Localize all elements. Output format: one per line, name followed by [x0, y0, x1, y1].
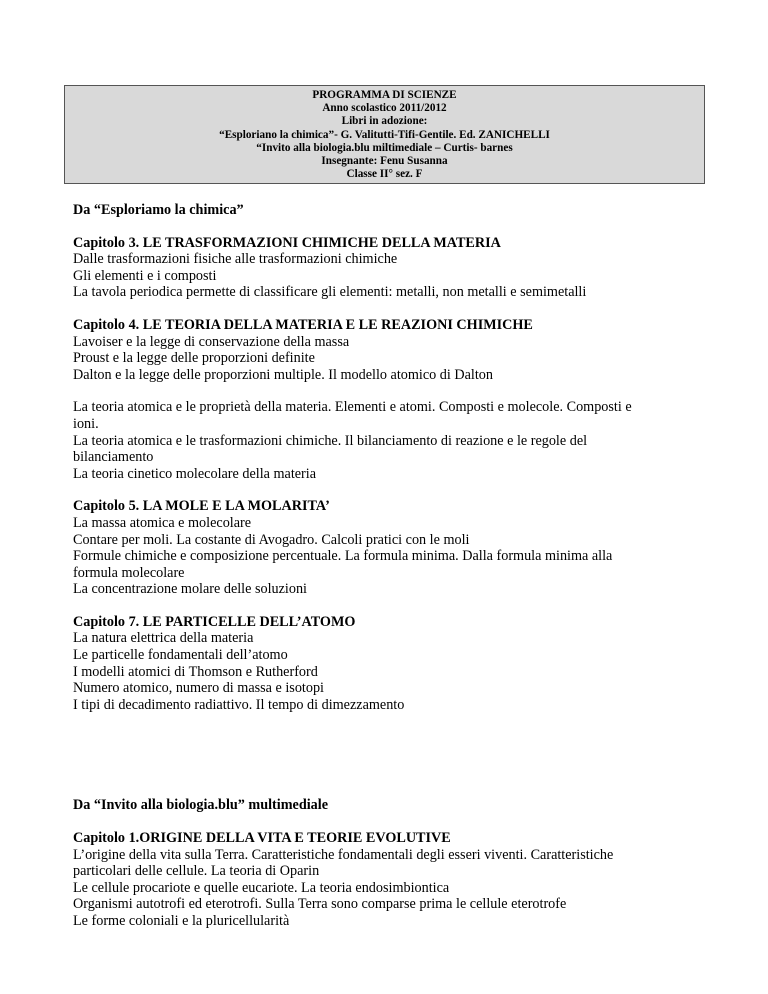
topic-line: La tavola periodica permette di classificare gli elementi: metalli, non metalli e semimetalli: [73, 284, 587, 301]
topic-line: La teoria cinetico molecolare della materia: [73, 465, 317, 482]
book-title-biologia: Da “Invito alla biologia.blu” multimediale: [73, 797, 329, 814]
program-header-box: [64, 85, 705, 184]
topic-line: Lavoiser e la legge di conservazione della massa: [73, 333, 350, 350]
header-line: Insegnante: Fenu Susanna: [321, 155, 448, 168]
header-line: “Invito alla biologia.blu miltimediale – Curtis- barnes: [256, 141, 513, 154]
topic-line: Organismi autotrofi ed eterotrofi. Sulla Terra sono comparse prima le cellule eterotrofe: [73, 896, 567, 913]
program-content: [73, 202, 709, 930]
topic-line: L’origine della vita sulla Terra. Caratteristiche fondamentali degli esseri viventi. Caratteristiche: [73, 846, 614, 863]
topic-line: Le particelle fondamentali dell’atomo: [73, 647, 288, 664]
chapter-title: Capitolo 7. LE PARTICELLE DELL’ATOMO: [73, 613, 356, 630]
header-line: Libri in adozione:: [341, 115, 428, 128]
chapter-4: [73, 317, 709, 482]
chapter-4-paragraph: [73, 399, 709, 482]
chapter-7: [73, 614, 709, 714]
topic-line: Formule chimiche e composizione percentuale. La formula minima. Dalla formula minima alla: [73, 548, 613, 565]
biology-chapter-1: [73, 830, 709, 930]
topic-line: Proust e la legge delle proporzioni definite: [73, 350, 315, 367]
topic-line: I tipi di decadimento radiattivo. Il tempo di dimezzamento: [73, 696, 405, 713]
topic-line: La teoria atomica e le proprietà della materia. Elementi e atomi. Composti e molecole. Composti e: [73, 399, 632, 416]
topic-line: La natura elettrica della materia: [73, 630, 254, 647]
topic-line: Gli elementi e i composti: [73, 267, 217, 284]
chapter-3: [73, 235, 709, 301]
topic-line: ioni.: [73, 415, 99, 432]
topic-line: Contare per moli. La costante di Avogadro. Calcoli pratici con le moli: [73, 531, 470, 548]
topic-line: Numero atomico, numero di massa e isotopi: [73, 680, 324, 697]
chapter-5: [73, 498, 709, 598]
chapter-title: Capitolo 4. LE TEORIA DELLA MATERIA E LE REAZIONI CHIMICHE: [73, 316, 533, 333]
chapter-title: Capitolo 5. LA MOLE E LA MOLARITA’: [73, 498, 330, 515]
topic-line: La massa atomica e molecolare: [73, 514, 252, 531]
topic-line: Le cellule procariote e quelle eucariote. La teoria endosimbiontica: [73, 879, 450, 896]
topic-line: formula molecolare: [73, 564, 185, 581]
topic-line: Le forme coloniali e la pluricellularità: [73, 913, 290, 929]
topic-line: Dalton e la legge delle proporzioni multiple. Il modello atomico di Dalton: [73, 366, 493, 383]
topic-line: bilanciamento: [73, 449, 154, 466]
chapter-title: Capitolo 3. LE TRASFORMAZIONI CHIMICHE DELLA MATERIA: [73, 234, 501, 251]
topic-line: La concentrazione molare delle soluzioni: [73, 581, 307, 598]
header-line: PROGRAMMA DI SCIENZE: [312, 89, 457, 101]
chapter-title: Capitolo 1.ORIGINE DELLA VITA E TEORIE EVOLUTIVE: [73, 830, 451, 847]
book-title-chimica: Da “Esploriamo la chimica”: [73, 202, 244, 218]
header-line: Classe II° sez. F: [346, 168, 423, 181]
topic-line: La teoria atomica e le trasformazioni chimiche. Il bilanciamento di reazione e le regole del: [73, 432, 588, 449]
header-line: “Esploriano la chimica”- G. Valitutti-Tifi-Gentile. Ed. ZANICHELLI: [219, 128, 550, 141]
topic-line: particolari delle cellule. La teoria di Oparin: [73, 863, 320, 880]
header-line: Anno scolastico 2011/2012: [322, 102, 447, 115]
topic-line: Dalle trasformazioni fisiche alle trasformazioni chimiche: [73, 251, 398, 268]
topic-line: I modelli atomici di Thomson e Rutherford: [73, 663, 318, 680]
